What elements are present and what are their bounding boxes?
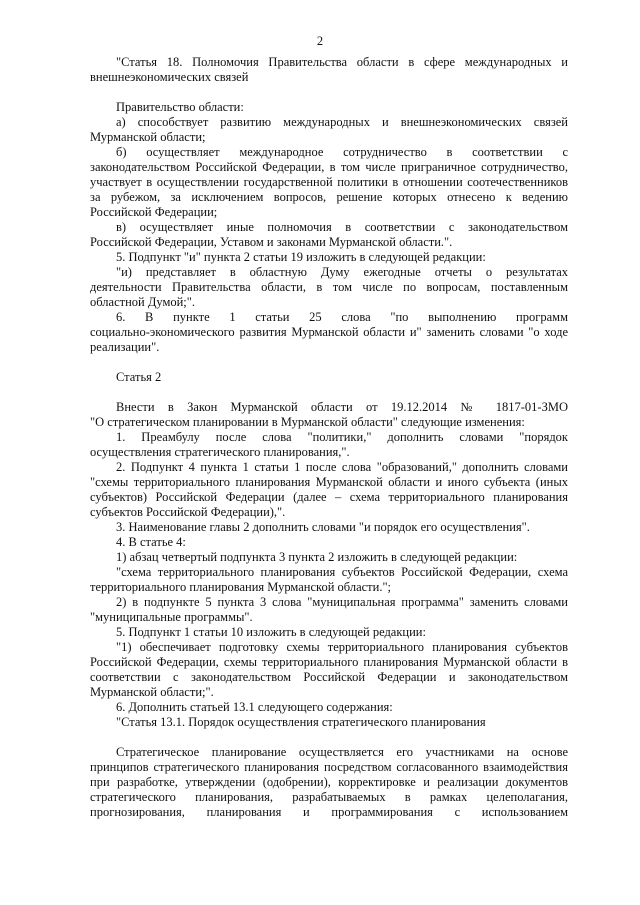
- text-line: Мурманской области;".: [90, 685, 214, 699]
- text-line: принципов стратегического планирования посредством согласованного взаимодействия: [90, 760, 568, 774]
- text-line: субъектов Российской Федерации),".: [90, 505, 286, 519]
- text-line: "Статья 18. Полномочия Правительства области в сфере международных и: [116, 55, 568, 69]
- text-line: соответствии с законодательством Российской Федерации и законодательством: [90, 670, 568, 684]
- text-line: участвует в осуществлении государственной политики в отношении соотечественников: [90, 175, 568, 189]
- text-line: "муниципальные программы".: [90, 610, 253, 624]
- text-line: 5. Подпункт "и" пункта 2 статьи 19 изложить в следующей редакции:: [116, 250, 486, 264]
- text-line: деятельности Правительства области, в том числе по вопросам, поставленным: [90, 280, 568, 294]
- text-line: "Статья 13.1. Порядок осуществления стратегического планирования: [116, 715, 486, 729]
- text-line: Правительство области:: [116, 100, 244, 114]
- text-line: 2. Подпункт 4 пункта 1 статьи 1 после слова "образований," дополнить словами: [116, 460, 568, 474]
- text-line: "О стратегическом планировании в Мурманской области" следующие изменения:: [90, 415, 525, 429]
- text-line: стратегического планирования, разрабатываемых в рамках целеполагания,: [90, 790, 568, 804]
- text-line: законодательством Российской Федерации, в том числе приграничное сотрудничество,: [90, 160, 568, 174]
- text-line: Внести в Закон Мурманской области от 19.12.2014 № 1817-01-ЗМО: [116, 400, 568, 414]
- text-line: "и) представляет в областную Думу ежегодные отчеты о результатах: [116, 265, 568, 279]
- text-line: социально-экономического развития Мурманской области и" заменить словами "о ходе: [90, 325, 568, 339]
- text-line: Стратегическое планирование осуществляется его участниками на основе: [116, 745, 568, 759]
- text-line: Российской Федерации, схемы территориального планирования Мурманской области в: [90, 655, 568, 669]
- text-line: субъектов) Российской Федерации (далее – схема территориального планирования: [90, 490, 568, 504]
- text-line: 1. Преамбулу после слова "политики," дополнить словами "порядок: [116, 430, 568, 444]
- text-line: 6. В пункте 1 статьи 25 слова "по выполнению программ: [116, 310, 568, 324]
- text-line: за рубежом, за исключением вопросов, решение которых отнесено к ведению: [90, 190, 568, 204]
- text-line: Российской Федерации, Уставом и законами Мурманской области.".: [90, 235, 453, 249]
- text-line: Статья 2: [116, 370, 162, 384]
- text-line: 4. В статье 4:: [116, 535, 186, 549]
- text-line: а) способствует развитию международных и внешнеэкономических связей: [116, 115, 568, 129]
- text-line: прогнозирования, планирования и программирования с использованием: [90, 805, 568, 819]
- text-line: территориального планирования Мурманской области.";: [90, 580, 392, 594]
- text-line: осуществления стратегического планирования,".: [90, 445, 350, 459]
- text-line: реализации".: [90, 340, 160, 354]
- text-line: "схема территориального планирования субъектов Российской Федерации, схема: [116, 565, 568, 579]
- text-line: в) осуществляет иные полномочия в соответствии с законодательством: [116, 220, 568, 234]
- text-line: 2) в подпункте 5 пункта 3 слова "муниципальная программа" заменить словами: [116, 595, 568, 609]
- text-line: "схемы территориального планирования Мурманской области и иного субъекта (иных: [90, 475, 568, 489]
- page-number: 2: [316, 34, 324, 48]
- text-line: "1) обеспечивает подготовку схемы территориального планирования субъектов: [116, 640, 568, 654]
- text-line: 5. Подпункт 1 статьи 10 изложить в следующей редакции:: [116, 625, 426, 639]
- text-line: 1) абзац четвертый подпункта 3 пункта 2 изложить в следующей редакции:: [116, 550, 518, 564]
- text-line: б) осуществляет международное сотрудничество в соответствии с: [116, 145, 568, 159]
- text-line: областной Думой;".: [90, 295, 196, 309]
- text-line: внешнеэкономических связей: [90, 70, 249, 84]
- text-line: 3. Наименование главы 2 дополнить словами "и порядок его осуществления".: [116, 520, 530, 534]
- text-line: Мурманской области;: [90, 130, 206, 144]
- text-line: при разработке, утверждении (одобрении), корректировке и реализации документов: [90, 775, 568, 789]
- text-line: 6. Дополнить статьей 13.1 следующего содержания:: [116, 700, 393, 714]
- text-line: Российской Федерации;: [90, 205, 218, 219]
